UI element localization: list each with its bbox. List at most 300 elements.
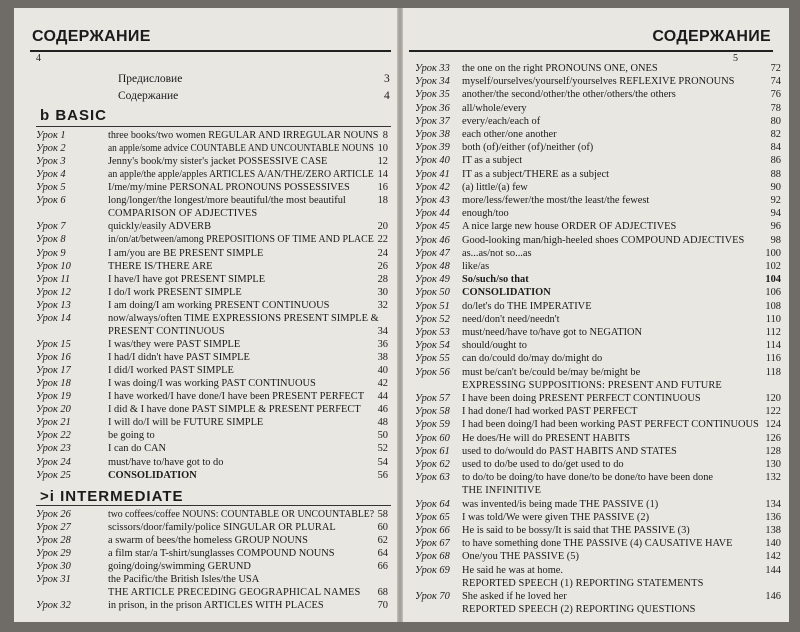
page-ref: 96	[770, 221, 781, 232]
page-ref: 46	[377, 404, 388, 415]
toc-row	[415, 327, 781, 339]
lesson-title: CONSOLIDATION	[108, 470, 197, 481]
lesson-title: REPORTED SPEECH (1) REPORTING STATEMENTS	[462, 578, 704, 589]
lesson-title: both (of)/either (of)/neither (of)	[462, 142, 594, 153]
lesson-label: Урок 22	[36, 430, 71, 441]
lesson-label: Урок 30	[36, 561, 71, 572]
toc-row	[415, 287, 781, 299]
page-ref: 70	[377, 600, 388, 611]
page-ref: 128	[765, 446, 781, 457]
toc-row	[36, 130, 388, 142]
toc-row	[36, 313, 388, 325]
lesson-label: Урок 62	[415, 459, 450, 470]
lesson-label: Урок 48	[415, 261, 450, 272]
lesson-title: I can do CAN	[108, 443, 167, 454]
page-ref: 30	[377, 287, 388, 298]
toc-row	[36, 587, 388, 599]
page-ref: 12	[377, 156, 388, 167]
toc-row	[415, 604, 781, 616]
page-ref: 86	[770, 155, 781, 166]
page-ref: 14	[377, 169, 388, 180]
section-heading: >i INTERMEDIATE	[40, 488, 184, 505]
lesson-title: must/need/have to/have got to NEGATION	[462, 327, 643, 338]
lesson-title: going/doing/swimming GERUND	[108, 561, 251, 572]
lesson-label: Урок 50	[415, 287, 450, 298]
toc-row	[415, 142, 781, 154]
lesson-title: THERE IS/THERE ARE	[108, 261, 213, 272]
page-ref: 54	[377, 457, 388, 468]
toc-row	[415, 393, 781, 405]
lesson-label: Урок 21	[36, 417, 71, 428]
lesson-title: I had been doing/I had been working PAST PERFECT CONTINUOUS	[462, 419, 759, 430]
lesson-title: like/as	[462, 261, 490, 272]
toc-row	[36, 261, 388, 273]
lesson-title: I had done/I had worked PAST PERFECT	[462, 406, 638, 417]
lesson-title: COMPARISON OF ADJECTIVES	[108, 208, 258, 219]
page-ref: 90	[770, 182, 781, 193]
page-ref: 72	[770, 63, 781, 74]
lesson-label: Урок 15	[36, 339, 71, 350]
page-ref: 78	[770, 103, 781, 114]
toc-row	[415, 380, 781, 392]
lesson-label: Урок 58	[415, 406, 450, 417]
lesson-label: Урок 55	[415, 353, 450, 364]
toc-row	[415, 446, 781, 458]
lesson-title: A nice large new house ORDER OF ADJECTIVES	[462, 221, 677, 232]
lesson-label: Урок 2	[36, 143, 66, 154]
toc-row	[36, 221, 388, 233]
lesson-label: Урок 8	[36, 234, 66, 245]
lesson-title: should/ought to	[462, 340, 527, 351]
page-ref: 60	[377, 522, 388, 533]
toc-row	[415, 551, 781, 563]
lesson-label: Урок 11	[36, 274, 71, 285]
page-ref: 110	[765, 314, 781, 325]
lesson-label: Урок 68	[415, 551, 450, 562]
lesson-title: more/less/fewer/the most/the least/the fewest	[462, 195, 650, 206]
lesson-label: Урок 49	[415, 274, 450, 285]
lesson-title: EXPRESSING SUPPOSITIONS: PRESENT AND FUTURE	[462, 380, 722, 391]
page-ref: 8	[382, 130, 388, 141]
page-ref: 100	[765, 248, 781, 259]
toc-row	[415, 169, 781, 181]
page-ref: 74	[770, 76, 781, 87]
lesson-label: Урок 20	[36, 404, 71, 415]
page-ref: 32	[377, 300, 388, 311]
toc-row	[36, 561, 388, 573]
lesson-title: I had/I didn't have PAST SIMPLE	[108, 352, 250, 363]
lesson-title: must/have to/have got to do	[108, 457, 224, 468]
lesson-title: do/let's do THE IMPERATIVE	[462, 301, 592, 312]
lesson-label: Урок 51	[415, 301, 450, 312]
page-ref: 62	[377, 535, 388, 546]
page-ref: 88	[770, 169, 781, 180]
lesson-label: Урок 19	[36, 391, 71, 402]
lesson-label: Урок 61	[415, 446, 450, 457]
page-ref: 42	[377, 378, 388, 389]
page-ref: 132	[765, 472, 781, 483]
toc-row	[36, 234, 388, 246]
page-ref: 24	[377, 248, 388, 259]
lesson-title: IT as a subject/THERE as a subject	[462, 169, 609, 180]
lesson-title: I will do/I will be FUTURE SIMPLE	[108, 417, 264, 428]
toc-row	[415, 525, 781, 537]
page-ref: 120	[765, 393, 781, 404]
lesson-label: Урок 65	[415, 512, 450, 523]
page-ref: 98	[770, 235, 781, 246]
lesson-label: Урок 40	[415, 155, 450, 166]
lesson-label: Урок 43	[415, 195, 450, 206]
toc-row	[415, 195, 781, 207]
toc-row	[415, 578, 781, 590]
lesson-label: Урок 3	[36, 156, 66, 167]
lesson-label: Урок 52	[415, 314, 450, 325]
page-ref: 28	[377, 274, 388, 285]
toc-row	[415, 261, 781, 273]
page-ref: 58	[377, 509, 388, 520]
lesson-title: three books/two women REGULAR AND IRREGULAR NOUNS	[108, 130, 379, 141]
toc-row	[415, 565, 781, 577]
lesson-title: (a) little/(a) few	[462, 182, 528, 193]
lesson-label: Урок 45	[415, 221, 450, 232]
front-matter-page: 3	[384, 73, 390, 85]
header-rule	[409, 50, 773, 52]
page-ref: 48	[377, 417, 388, 428]
lesson-title: I was doing/I was working PAST CONTINUOUS	[108, 378, 316, 389]
page-number: 5	[733, 53, 738, 64]
page-ref: 76	[770, 89, 781, 100]
toc-row	[36, 574, 388, 586]
page-ref: 22	[377, 234, 388, 245]
page-ref: 50	[377, 430, 388, 441]
running-head: СОДЕРЖАНИЕ	[32, 28, 151, 45]
page-ref: 18	[377, 195, 388, 206]
toc-row	[36, 522, 388, 534]
right-page	[402, 8, 789, 622]
lesson-label: Урок 17	[36, 365, 71, 376]
lesson-label: Урок 66	[415, 525, 450, 536]
lesson-title: She asked if he loved her	[462, 591, 567, 602]
lesson-title: One/you THE PASSIVE (5)	[462, 551, 579, 562]
page-ref: 102	[765, 261, 781, 272]
lesson-title: Good-looking man/high-heeled shoes COMPOUND ADJECTIVES	[462, 235, 745, 246]
lesson-title: to have something done THE PASSIVE (4) CAUSATIVE HAVE	[462, 538, 733, 549]
header-rule	[30, 50, 391, 52]
lesson-label: Урок 26	[36, 509, 71, 520]
toc-row	[36, 365, 388, 377]
lesson-title: long/longer/the longest/more beautiful/the most beautiful	[108, 195, 346, 206]
lesson-label: Урок 59	[415, 419, 450, 430]
front-matter-title: Предисловие	[118, 73, 183, 85]
page-ref: 26	[377, 261, 388, 272]
toc-row	[36, 182, 388, 194]
toc-row	[36, 208, 388, 220]
lesson-title: the one on the right PRONOUNS ONE, ONES	[462, 63, 658, 74]
lesson-label: Урок 25	[36, 470, 71, 481]
lesson-title: I am doing/I am working PRESENT CONTINUOUS	[108, 300, 330, 311]
toc-row	[415, 433, 781, 445]
page-ref: 20	[377, 221, 388, 232]
lesson-title: every/each/each of	[462, 116, 541, 127]
toc-row	[36, 535, 388, 547]
page-ref: 40	[377, 365, 388, 376]
page-ref: 82	[770, 129, 781, 140]
lesson-title: in/on/at/between/among PREPOSITIONS OF TIME AND PLACE	[108, 234, 374, 245]
page-ref: 94	[770, 208, 781, 219]
lesson-label: Урок 1	[36, 130, 66, 141]
lesson-title: an apple/some advice COUNTABLE AND UNCOUNTABLE NOUNS	[108, 143, 374, 154]
lesson-title: quickly/easily ADVERB	[108, 221, 212, 232]
lesson-title: He said he was at home.	[462, 565, 563, 576]
lesson-label: Урок 36	[415, 103, 450, 114]
toc-row	[415, 538, 781, 550]
page-ref: 80	[770, 116, 781, 127]
toc-row	[36, 548, 388, 560]
lesson-label: Урок 5	[36, 182, 66, 193]
page-ref: 66	[377, 561, 388, 572]
page-ref: 112	[765, 327, 781, 338]
lesson-label: Урок 37	[415, 116, 450, 127]
lesson-label: Урок 28	[36, 535, 71, 546]
lesson-label: Урок 60	[415, 433, 450, 444]
lesson-label: Урок 27	[36, 522, 71, 533]
lesson-label: Урок 35	[415, 89, 450, 100]
lesson-title: I am/you are BE PRESENT SIMPLE	[108, 248, 264, 259]
lesson-title: I have been doing PRESENT PERFECT CONTINUOUS	[462, 393, 701, 404]
lesson-title: CONSOLIDATION	[462, 287, 551, 298]
section-heading: b BASIC	[40, 107, 107, 124]
toc-row	[415, 221, 781, 233]
page-ref: 126	[765, 433, 781, 444]
lesson-title: I have worked/I have done/I have been PRESENT PERFECT	[108, 391, 365, 402]
lesson-title: I did/I worked PAST SIMPLE	[108, 365, 234, 376]
lesson-label: Урок 4	[36, 169, 66, 180]
lesson-title: I have/I have got PRESENT SIMPLE	[108, 274, 266, 285]
page-ref: 114	[765, 340, 781, 351]
toc-row	[415, 499, 781, 511]
lesson-label: Урок 34	[415, 76, 450, 87]
lesson-label: Урок 24	[36, 457, 71, 468]
front-matter-page: 4	[384, 90, 390, 102]
lesson-label: Урок 53	[415, 327, 450, 338]
lesson-title: a film star/a T-shirt/sunglasses COMPOUND NOUNS	[108, 548, 335, 559]
page-ref: 142	[765, 551, 781, 562]
lesson-title: in prison, in the prison ARTICLES WITH PLACES	[108, 600, 324, 611]
lesson-label: Урок 7	[36, 221, 66, 232]
lesson-label: Урок 33	[415, 63, 450, 74]
lesson-label: Урок 47	[415, 248, 450, 259]
lesson-title: as...as/not so...as	[462, 248, 532, 259]
lesson-label: Урок 31	[36, 574, 71, 585]
page-ref: 106	[765, 287, 781, 298]
toc-row	[36, 430, 388, 442]
page-ref: 140	[765, 538, 781, 549]
toc-row	[36, 300, 388, 312]
lesson-label: Урок 10	[36, 261, 71, 272]
lesson-title: Jenny's book/my sister's jacket POSSESSIVE CASE	[108, 156, 328, 167]
page-ref: 124	[765, 419, 781, 430]
section-rule	[36, 126, 391, 127]
lesson-title: myself/ourselves/yourself/yourselves REFLEXIVE PRONOUNS	[462, 76, 735, 87]
page-ref: 64	[377, 548, 388, 559]
page-ref: 118	[765, 367, 781, 378]
lesson-title: two coffees/coffee NOUNS: COUNTABLE OR UNCOUNTABLE?	[108, 509, 375, 520]
toc-row	[415, 301, 781, 313]
lesson-label: Урок 29	[36, 548, 71, 559]
toc-row	[415, 76, 781, 88]
lesson-title: a swarm of bees/the homeless GROUP NOUNS	[108, 535, 308, 546]
toc-row	[415, 155, 781, 167]
toc-row	[415, 367, 781, 379]
page-ref: 36	[377, 339, 388, 350]
lesson-title: used to do/be used to do/get used to do	[462, 459, 624, 470]
page-ref: 122	[765, 406, 781, 417]
page-ref: 116	[765, 353, 781, 364]
page-ref: 130	[765, 459, 781, 470]
lesson-title: I do/I work PRESENT SIMPLE	[108, 287, 242, 298]
toc-row	[36, 169, 388, 181]
toc-row	[36, 457, 388, 469]
lesson-title: He does/He will do PRESENT HABITS	[462, 433, 631, 444]
lesson-title: scissors/door/family/police SINGULAR OR PLURAL	[108, 522, 336, 533]
lesson-title: IT as a subject	[462, 155, 523, 166]
front-matter-title: Содержание	[118, 90, 179, 102]
left-page	[14, 8, 398, 622]
lesson-label: Урок 67	[415, 538, 450, 549]
lesson-title: all/whole/every	[462, 103, 527, 114]
lesson-title: PRESENT CONTINUOUS	[108, 326, 225, 337]
lesson-title: I was told/We were given THE PASSIVE (2)	[462, 512, 650, 523]
page-ref: 34	[377, 326, 388, 337]
toc-row	[36, 404, 388, 416]
toc-row	[415, 591, 781, 603]
lesson-label: Урок 64	[415, 499, 450, 510]
page-ref: 16	[377, 182, 388, 193]
toc-row	[415, 182, 781, 194]
section-rule	[36, 505, 391, 506]
running-head: СОДЕРЖАНИЕ	[652, 28, 771, 45]
page-ref: 84	[770, 142, 781, 153]
toc-row	[415, 129, 781, 141]
lesson-title: must be/can't be/could be/may be/might be	[462, 367, 641, 378]
lesson-title: THE ARTICLE PRECEDING GEOGRAPHICAL NAMES	[108, 587, 361, 598]
page-ref: 108	[765, 301, 781, 312]
toc-row	[415, 235, 781, 247]
lesson-title: need/don't need/needn't	[462, 314, 560, 325]
toc-row	[36, 326, 388, 338]
toc-row	[36, 509, 388, 521]
toc-row	[415, 248, 781, 260]
toc-row	[415, 208, 781, 220]
lesson-label: Урок 46	[415, 235, 450, 246]
toc-row	[36, 248, 388, 260]
lesson-title: an apple/the apple/apples ARTICLES A/AN/THE/ZERO ARTICLE	[108, 169, 374, 180]
lesson-label: Урок 56	[415, 367, 450, 378]
lesson-label: Урок 16	[36, 352, 71, 363]
lesson-label: Урок 57	[415, 393, 450, 404]
toc-row	[36, 470, 388, 482]
lesson-title: used to do/would do PAST HABITS AND STATES	[462, 446, 677, 457]
lesson-title: now/always/often TIME EXPRESSIONS PRESENT SIMPLE &	[108, 313, 379, 324]
lesson-title: THE INFINITIVE	[462, 485, 542, 496]
page-ref: 44	[377, 391, 388, 402]
toc-row	[36, 352, 388, 364]
toc-row	[415, 406, 781, 418]
toc-row	[415, 274, 781, 286]
lesson-title: I/me/my/mine PERSONAL PRONOUNS POSSESSIVES	[108, 182, 350, 193]
page-ref: 56	[377, 470, 388, 481]
lesson-title: I was/they were PAST SIMPLE	[108, 339, 241, 350]
lesson-title: REPORTED SPEECH (2) REPORTING QUESTIONS	[462, 604, 696, 615]
lesson-title: was invented/is being made THE PASSIVE (1)	[462, 499, 659, 510]
page-ref: 38	[377, 352, 388, 363]
lesson-label: Урок 44	[415, 208, 450, 219]
lesson-label: Урок 13	[36, 300, 71, 311]
toc-row	[36, 143, 388, 155]
lesson-label: Урок 14	[36, 313, 71, 324]
toc-row	[415, 63, 781, 75]
toc-row	[415, 103, 781, 115]
toc-row	[36, 443, 388, 455]
toc-row	[36, 391, 388, 403]
toc-row	[415, 419, 781, 431]
page-ref: 134	[765, 499, 781, 510]
lesson-label: Урок 32	[36, 600, 71, 611]
lesson-title: can do/could do/may do/might do	[462, 353, 603, 364]
toc-row	[415, 459, 781, 471]
lesson-label: Урок 12	[36, 287, 71, 298]
lesson-label: Урок 69	[415, 565, 450, 576]
toc-row	[415, 353, 781, 365]
page-ref: 104	[765, 274, 781, 285]
page-ref: 10	[377, 143, 388, 154]
toc-row	[36, 156, 388, 168]
toc-row	[36, 600, 388, 612]
lesson-title: each other/one another	[462, 129, 557, 140]
lesson-label: Урок 41	[415, 169, 450, 180]
toc-row	[415, 340, 781, 352]
lesson-label: Урок 6	[36, 195, 66, 206]
page-ref: 52	[377, 443, 388, 454]
toc-row	[415, 472, 781, 484]
lesson-label: Урок 39	[415, 142, 450, 153]
toc-row	[415, 116, 781, 128]
lesson-label: Урок 38	[415, 129, 450, 140]
toc-row	[36, 274, 388, 286]
page-ref: 144	[765, 565, 781, 576]
toc-row	[36, 287, 388, 299]
page-ref: 146	[765, 591, 781, 602]
toc-row	[415, 485, 781, 497]
page-ref: 68	[377, 587, 388, 598]
lesson-label: Урок 18	[36, 378, 71, 389]
lesson-title: another/the second/other/the other/others/the others	[462, 89, 676, 100]
toc-row	[415, 314, 781, 326]
page-ref: 92	[770, 195, 781, 206]
toc-row	[415, 89, 781, 101]
lesson-title: the Pacific/the British Isles/the USA	[108, 574, 260, 585]
lesson-label: Урок 63	[415, 472, 450, 483]
lesson-title: be going to	[108, 430, 155, 441]
lesson-label: Урок 54	[415, 340, 450, 351]
lesson-label: Урок 9	[36, 248, 66, 259]
lesson-title: enough/too	[462, 208, 509, 219]
toc-row	[36, 417, 388, 429]
toc-row	[36, 195, 388, 207]
page-ref: 136	[765, 512, 781, 523]
lesson-title: He is said to be bossy/It is said that THE PASSIVE (3)	[462, 525, 690, 536]
lesson-title: I did & I have done PAST SIMPLE & PRESENT PERFECT	[108, 404, 361, 415]
